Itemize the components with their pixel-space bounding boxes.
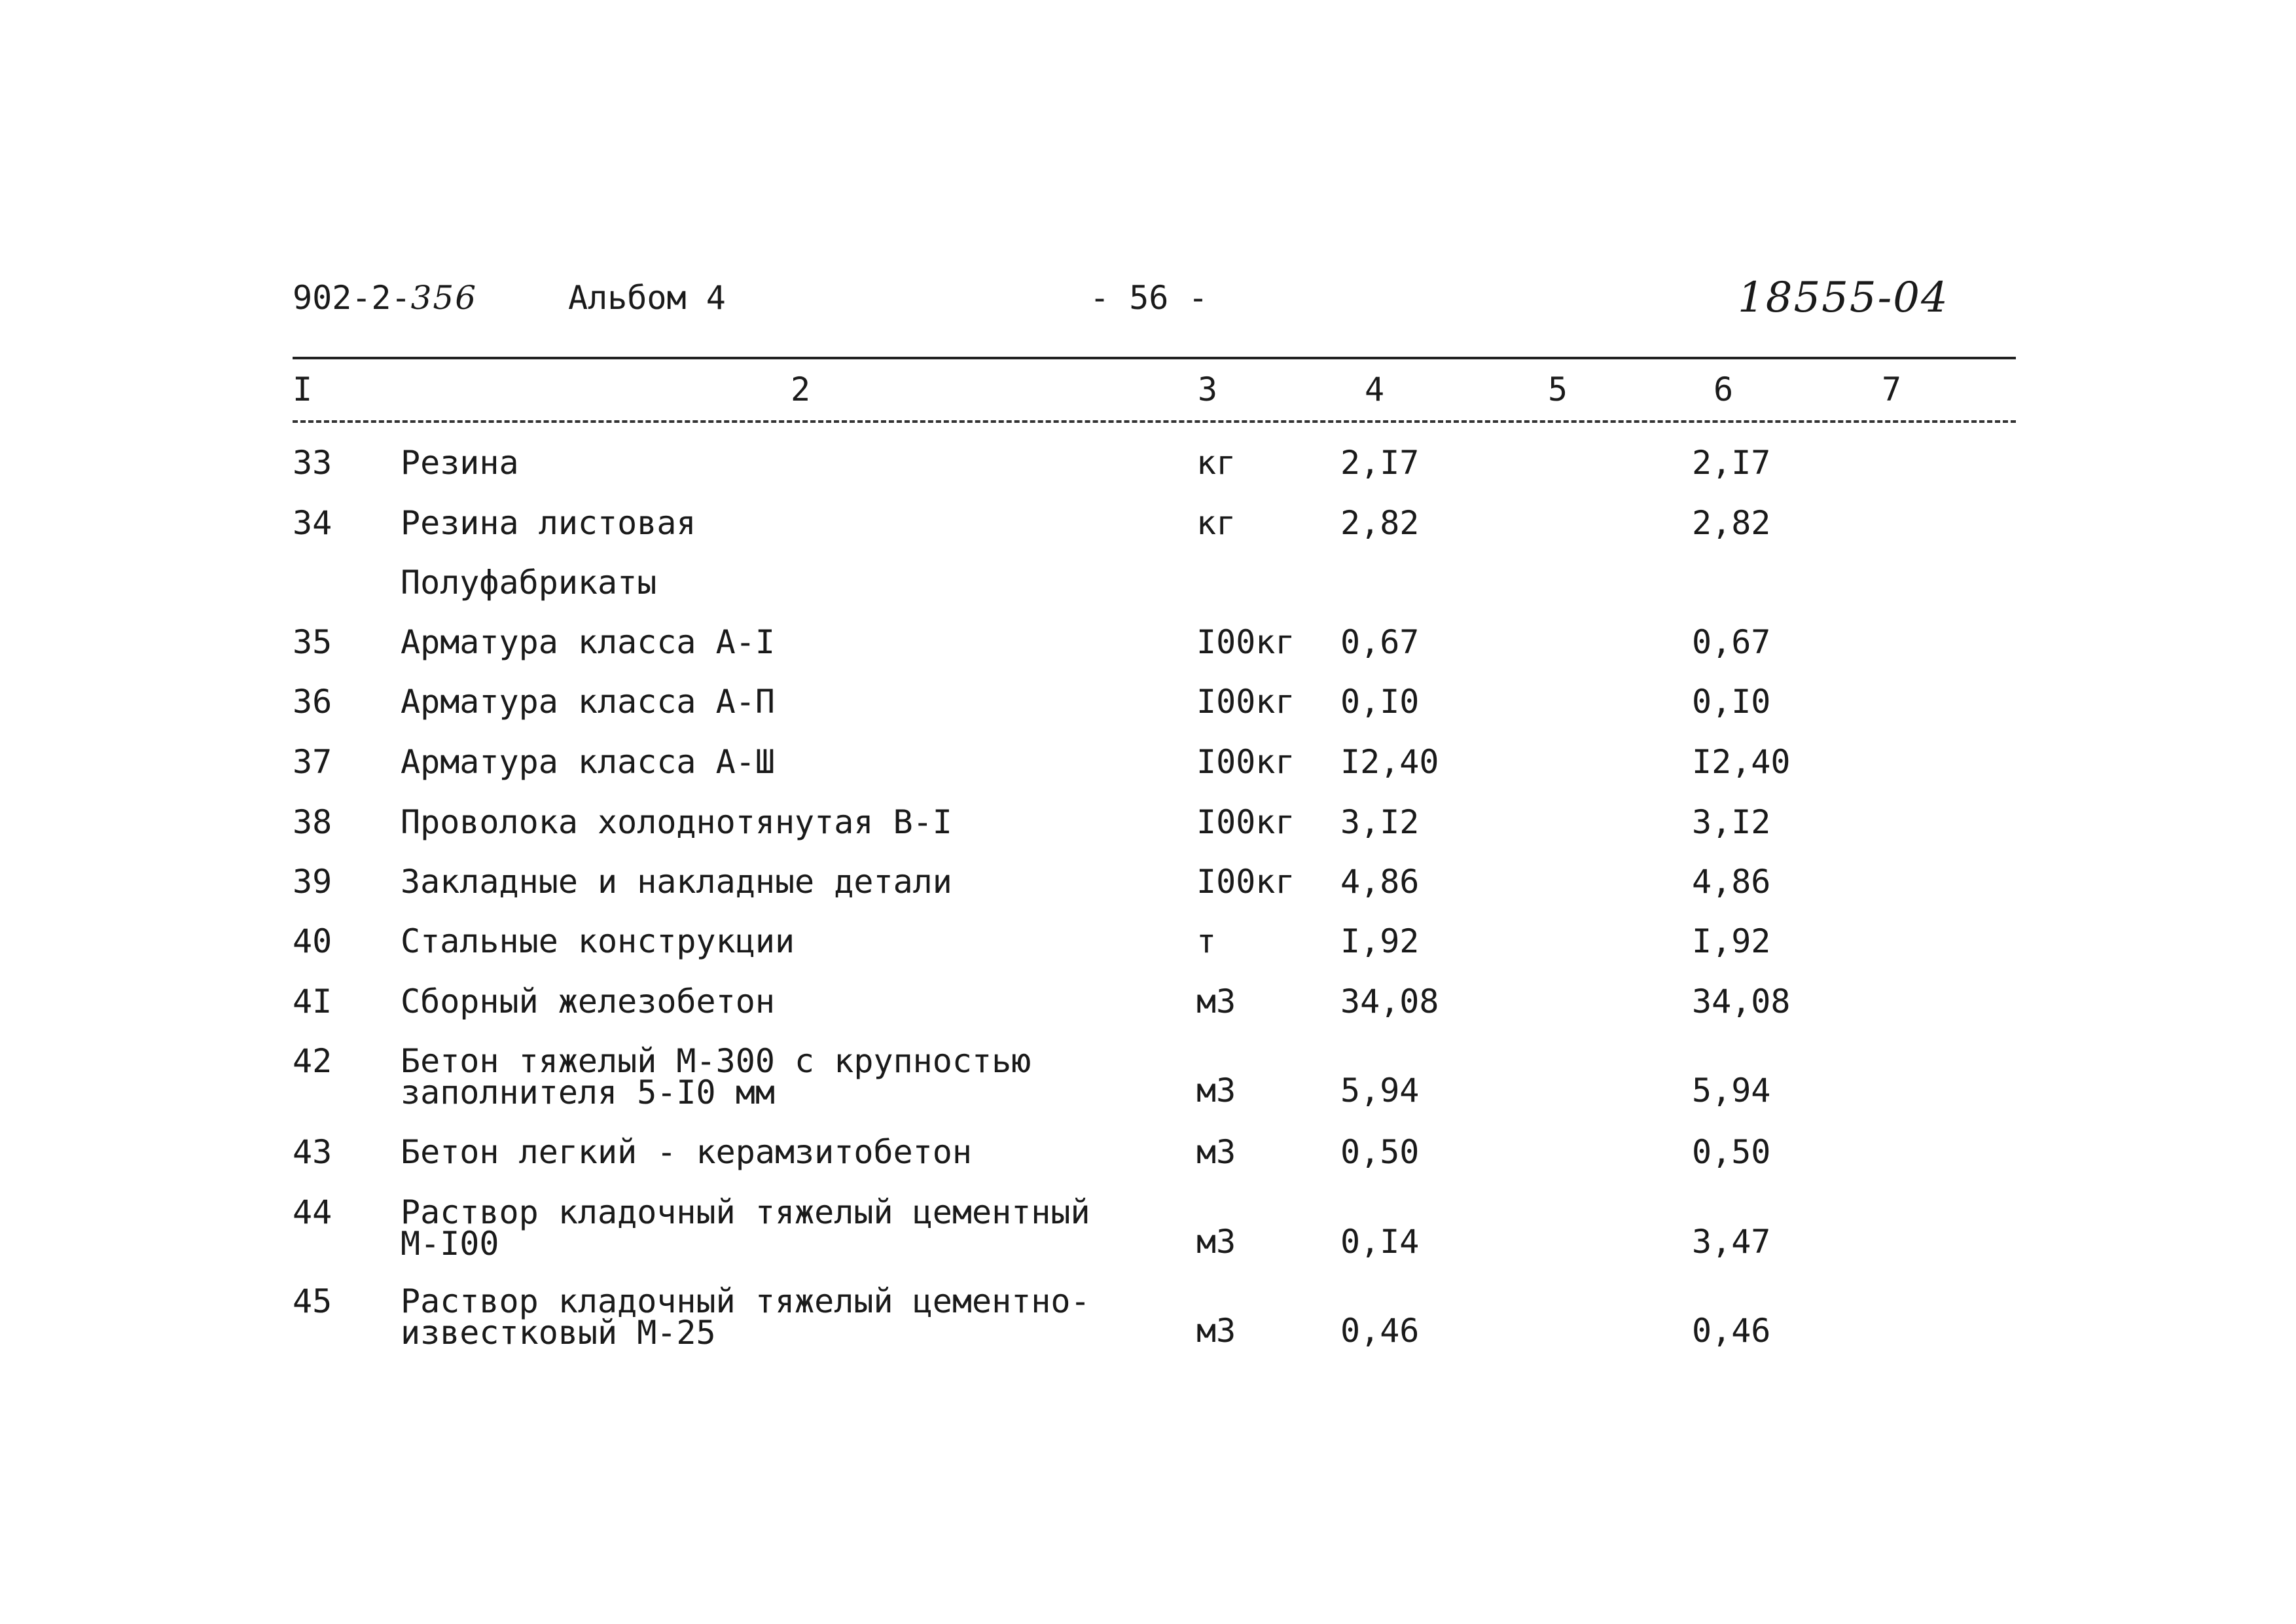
row-value-col6: 4,86 — [1692, 863, 1771, 901]
column-number-4: 4 — [1365, 370, 1385, 408]
row-value-col6: 5,94 — [1692, 1072, 1771, 1110]
row-name: Резина — [401, 444, 519, 482]
column-number-2: 2 — [791, 370, 811, 408]
row-name: Бетон тяжелый М-300 с крупностью заполнителя 5-I0 мм — [401, 1042, 1031, 1111]
row-value-col4: 4,86 — [1340, 863, 1420, 901]
column-number-1: I — [293, 370, 313, 408]
document-code — [293, 278, 477, 317]
row-value-col6: 2,I7 — [1692, 444, 1771, 482]
row-unit: I00кг — [1196, 863, 1295, 901]
row-value-col4: 2,82 — [1340, 504, 1420, 542]
row-name: Сборный железобетон — [401, 983, 775, 1020]
row-value-col4: 0,50 — [1340, 1133, 1420, 1171]
row-value-col6: 0,50 — [1692, 1133, 1771, 1171]
row-name: Стальные конструкции — [401, 922, 795, 960]
row-unit: кг — [1196, 444, 1236, 482]
row-name: Проволока холоднотянутая В-I — [401, 803, 952, 841]
archive-number-handwritten: 18555-04 — [1738, 274, 1949, 322]
row-unit: I00кг — [1196, 623, 1295, 661]
row-unit: кг — [1196, 504, 1236, 542]
row-unit: I00кг — [1196, 683, 1295, 721]
row-name: Раствор кладочный тяжелый цементно- известковый М-25 — [401, 1282, 1090, 1352]
row-value-col6: 0,46 — [1692, 1312, 1771, 1350]
row-number: 35 — [293, 623, 332, 661]
row-name: Закладные и накладные детали — [401, 863, 952, 901]
row-number: 4I — [293, 983, 332, 1020]
column-number-6: 6 — [1713, 370, 1734, 408]
row-unit: м3 — [1196, 1223, 1236, 1261]
document-code-prefix: 902-2- — [293, 279, 411, 317]
row-number: 39 — [293, 863, 332, 901]
row-unit: м3 — [1196, 1133, 1236, 1171]
row-value-col6: 3,47 — [1692, 1223, 1771, 1261]
row-value-col4: I2,40 — [1340, 743, 1439, 781]
row-number: 36 — [293, 683, 332, 721]
column-number-3: 3 — [1198, 370, 1218, 408]
column-number-7: 7 — [1882, 370, 1902, 408]
page-number: - 56 - — [1090, 279, 1208, 317]
document-code-handwritten: 356 — [410, 279, 478, 317]
album-label: Альбом 4 — [568, 279, 726, 317]
row-number: 34 — [293, 504, 332, 542]
row-number: 37 — [293, 743, 332, 781]
row-unit: I00кг — [1196, 743, 1295, 781]
row-value-col4: 5,94 — [1340, 1072, 1420, 1110]
row-value-col4: 0,46 — [1340, 1312, 1420, 1350]
row-number: 45 — [293, 1282, 332, 1320]
row-value-col4: 0,67 — [1340, 623, 1420, 661]
row-unit: м3 — [1196, 1312, 1236, 1350]
row-unit: I00кг — [1196, 803, 1295, 841]
row-name: Арматура класса А-Ш — [401, 743, 775, 781]
row-value-col6: 0,I0 — [1692, 683, 1771, 721]
row-value-col6: I2,40 — [1692, 743, 1791, 781]
row-unit: м3 — [1196, 1072, 1236, 1110]
row-value-col6: 2,82 — [1692, 504, 1771, 542]
row-name: Бетон легкий - керамзитобетон — [401, 1133, 972, 1171]
row-number: 38 — [293, 803, 332, 841]
row-name: Арматура класса А-П — [401, 683, 775, 721]
row-number: 42 — [293, 1042, 332, 1080]
row-number: 43 — [293, 1133, 332, 1171]
row-value-col6: I,92 — [1692, 922, 1771, 960]
row-value-col4: 0,I4 — [1340, 1223, 1420, 1261]
row-number: 33 — [293, 444, 332, 482]
row-unit: м3 — [1196, 983, 1236, 1020]
row-value-col6: 34,08 — [1692, 983, 1791, 1020]
top-rule — [293, 357, 2016, 359]
row-value-col4: I,92 — [1340, 922, 1420, 960]
section-heading: Полуфабрикаты — [401, 564, 657, 602]
row-value-col6: 0,67 — [1692, 623, 1771, 661]
row-value-col6: 3,I2 — [1692, 803, 1771, 841]
row-unit: т — [1196, 922, 1217, 960]
row-name: Раствор кладочный тяжелый цементный М-I00 — [401, 1193, 1090, 1263]
row-value-col4: 2,I7 — [1340, 444, 1420, 482]
row-value-col4: 3,I2 — [1340, 803, 1420, 841]
row-value-col4: 0,I0 — [1340, 683, 1420, 721]
row-number: 44 — [293, 1193, 332, 1231]
row-name: Резина листовая — [401, 504, 696, 542]
column-header-rule — [293, 420, 2016, 423]
row-name: Арматура класса А-I — [401, 623, 775, 661]
row-value-col4: 34,08 — [1340, 983, 1439, 1020]
column-number-5: 5 — [1548, 370, 1568, 408]
row-number: 40 — [293, 922, 332, 960]
